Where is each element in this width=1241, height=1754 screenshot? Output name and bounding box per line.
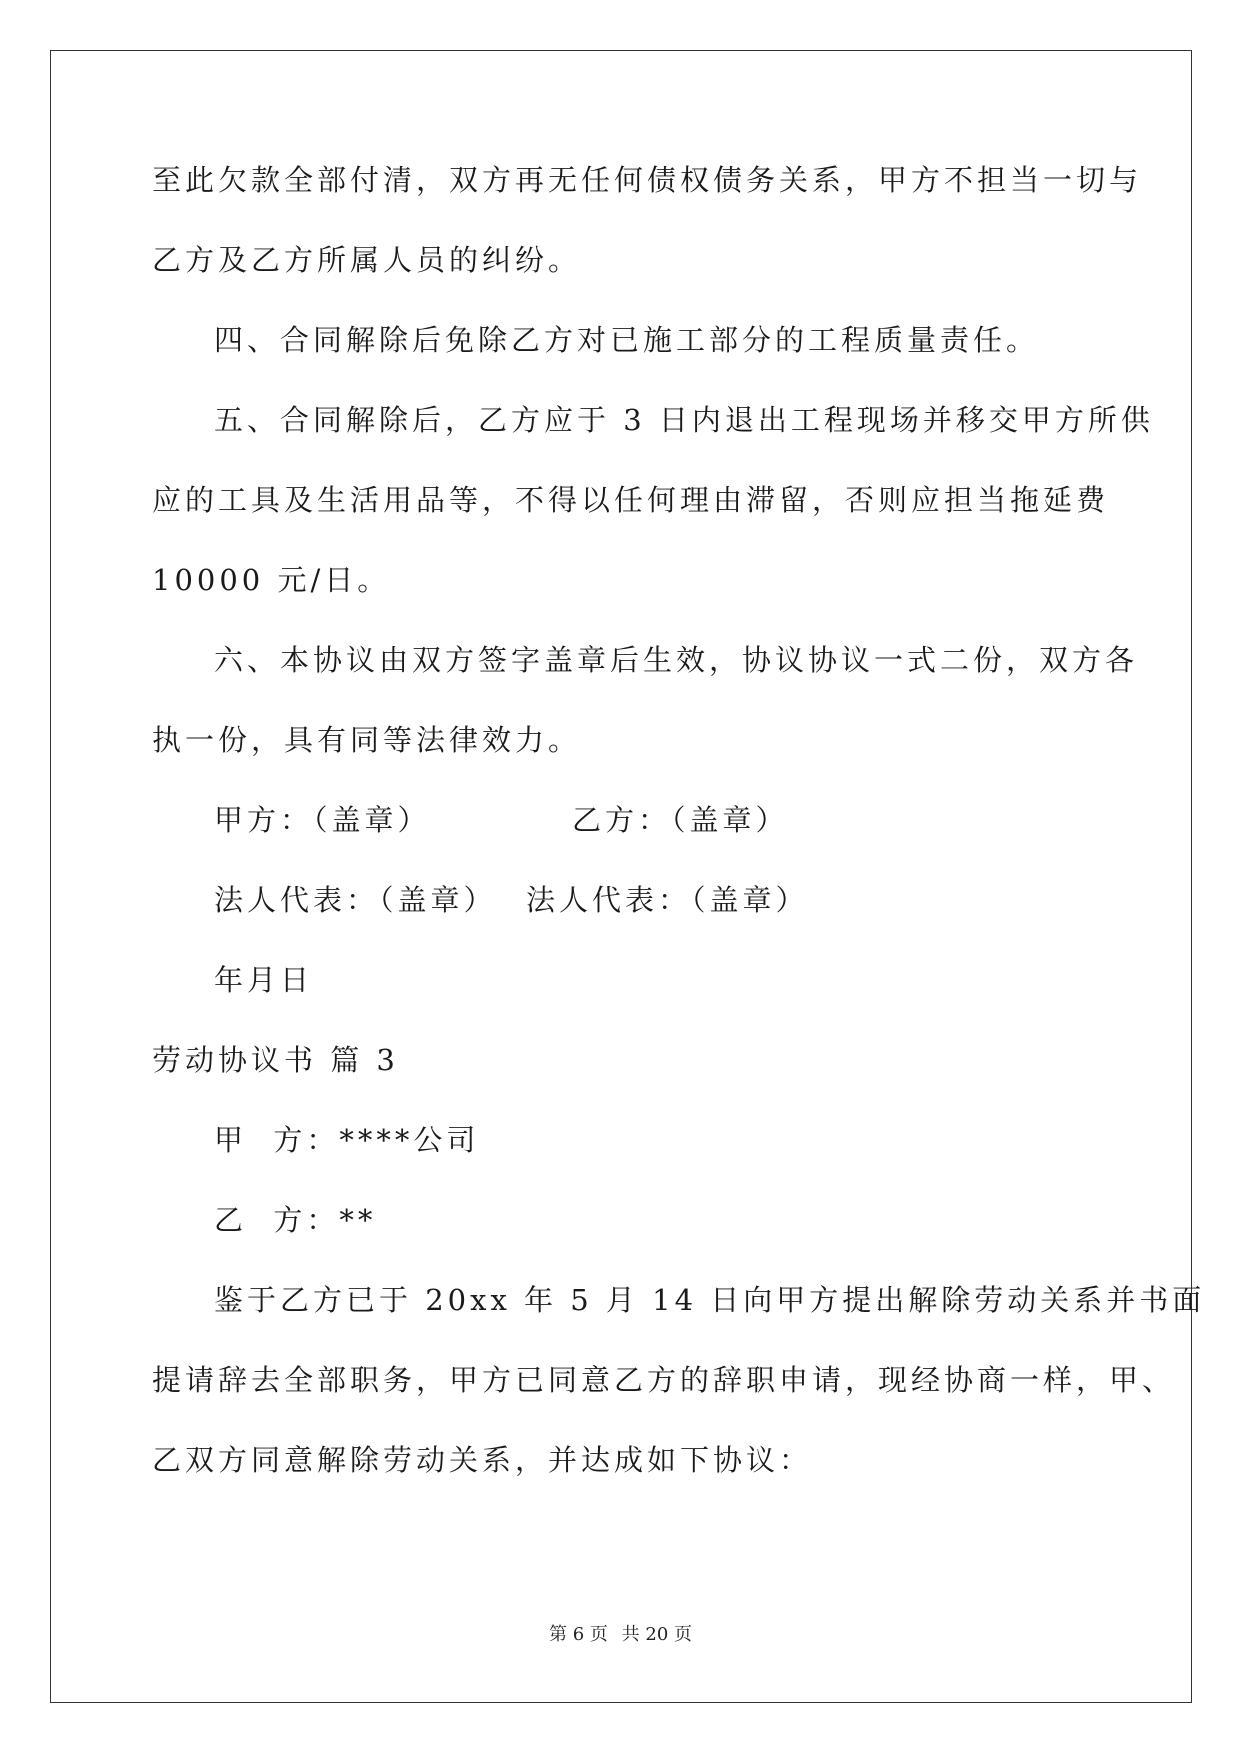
party-b-seal: 乙方：（盖章）	[572, 803, 789, 837]
paragraph-line: 鉴于乙方已于 20xx 年 5 月 14 日向甲方提出解除劳动关系并书面	[214, 1283, 1206, 1317]
section-heading: 劳动协议书 篇 3	[152, 1043, 399, 1077]
paragraph-line: 执一份，具有同等法律效力。	[152, 723, 582, 757]
signature-date: 年月日	[214, 963, 314, 997]
paragraph-line: 乙方及乙方所属人员的纠纷。	[152, 243, 582, 277]
page-number: 第 6 页	[549, 1624, 608, 1645]
paragraph-line: 至此欠款全部付清，双方再无任何债权债务关系，甲方不担当一切与	[152, 163, 1143, 197]
total-pages: 共 20 页	[621, 1624, 692, 1645]
paragraph-line: 提请辞去全部职务，甲方已同意乙方的辞职申请，现经协商一样，甲、	[152, 1363, 1176, 1397]
party-a-seal: 甲方：（盖章）	[214, 803, 431, 837]
paragraph-line: 10000 元/日。	[152, 563, 391, 597]
party-b-name: 乙 方：**	[214, 1203, 377, 1237]
page-footer	[0, 1620, 1241, 1646]
paragraph-line: 应的工具及生活用品等，不得以任何理由滞留，否则应担当拖延费	[152, 483, 1110, 517]
paragraph-line: 四、合同解除后免除乙方对已施工部分的工程质量责任。	[214, 323, 1040, 357]
paragraph-line: 五、合同解除后，乙方应于 3 日内退出工程现场并移交甲方所供	[214, 403, 1154, 437]
party-a-name: 甲 方：****公司	[214, 1123, 480, 1157]
legal-rep-a: 法人代表：（盖章）	[214, 883, 497, 917]
legal-rep-b: 法人代表：（盖章）	[526, 883, 809, 917]
paragraph-line: 六、本协议由双方签字盖章后生效，协议协议一式二份，双方各	[214, 643, 1139, 677]
paragraph-line: 乙双方同意解除劳动关系，并达成如下协议：	[152, 1443, 813, 1477]
